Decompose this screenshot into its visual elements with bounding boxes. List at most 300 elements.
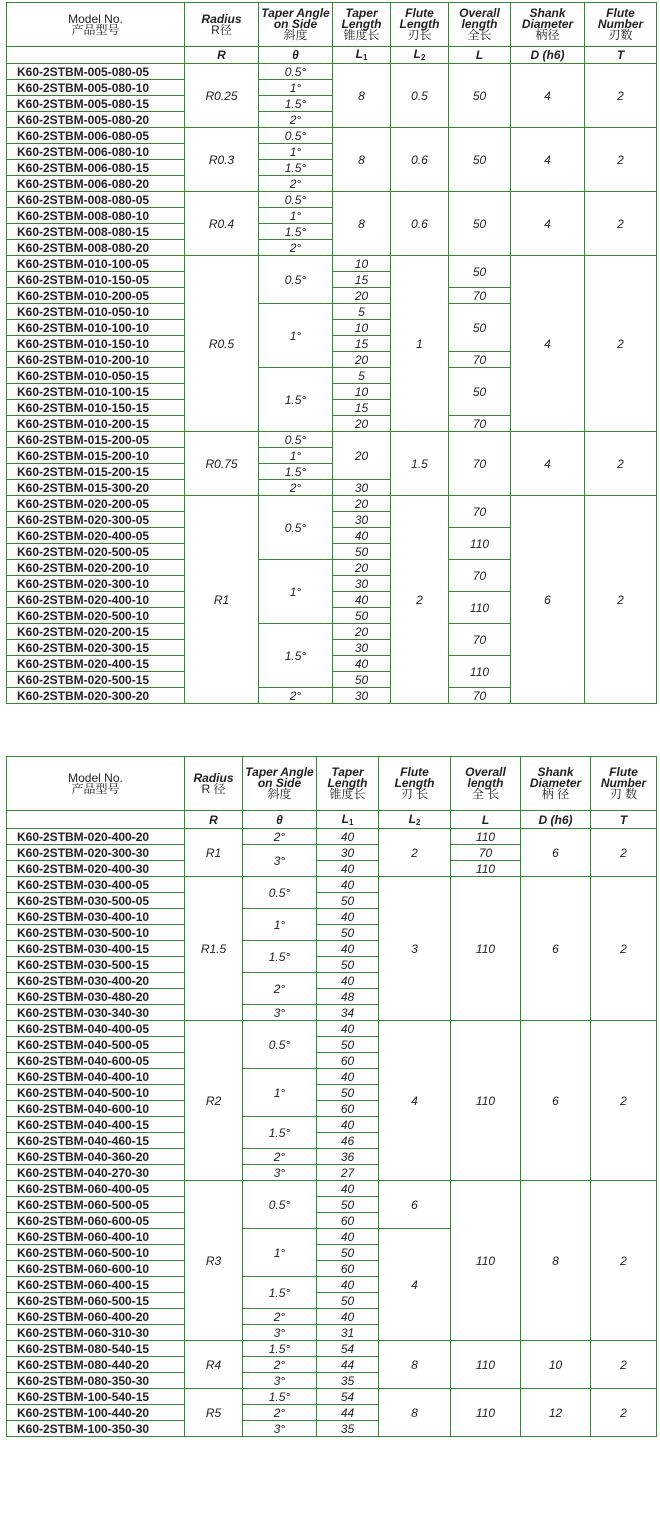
taper-angle-cell: 2° <box>243 1309 317 1325</box>
model-number: K60-2STBM-040-400-05 <box>7 1021 185 1037</box>
flute-number-cell: 2 <box>591 1021 657 1181</box>
taper-angle-cell: 2° <box>259 480 333 496</box>
model-number: K60-2STBM-015-300-20 <box>7 480 185 496</box>
taper-length-cell: 10 <box>333 384 391 400</box>
overall-length-cell: 70 <box>449 688 511 704</box>
model-number: K60-2STBM-060-400-15 <box>7 1277 185 1293</box>
model-number: K60-2STBM-040-500-10 <box>7 1085 185 1101</box>
model-number: K60-2STBM-060-500-15 <box>7 1293 185 1309</box>
sym-l1: $L_1$ <box>317 811 379 829</box>
sym-d: D (h6) <box>511 47 585 64</box>
flute-number-cell: 2 <box>585 256 657 432</box>
taper-length-cell: 20 <box>333 416 391 432</box>
overall-length-cell: 110 <box>451 1021 521 1181</box>
radius-cell: R0.25 <box>185 64 259 128</box>
taper-length-cell: 15 <box>333 336 391 352</box>
model-number: K60-2STBM-060-600-10 <box>7 1261 185 1277</box>
model-number: K60-2STBM-060-600-05 <box>7 1213 185 1229</box>
sym-l: L <box>451 811 521 829</box>
flute-length-cell: 6 <box>379 1181 451 1229</box>
taper-angle-cell: 0.5° <box>259 128 333 144</box>
flute-number-cell: 2 <box>585 496 657 704</box>
taper-angle-cell: 1.5° <box>259 224 333 240</box>
model-number: K60-2STBM-020-200-05 <box>7 496 185 512</box>
taper-length-cell: 40 <box>317 909 379 925</box>
taper-length-cell: 8 <box>333 192 391 256</box>
radius-cell: R2 <box>185 1021 243 1181</box>
model-number: K60-2STBM-010-050-15 <box>7 368 185 384</box>
flute-length-cell: 1.5 <box>391 432 449 496</box>
taper-length-cell: 50 <box>333 544 391 560</box>
model-number: K60-2STBM-020-500-15 <box>7 672 185 688</box>
model-number: K60-2STBM-006-080-05 <box>7 128 185 144</box>
model-number: K60-2STBM-020-400-05 <box>7 528 185 544</box>
taper-angle-cell: 1.5° <box>243 1389 317 1405</box>
model-number: K60-2STBM-040-360-20 <box>7 1149 185 1165</box>
taper-length-cell: 40 <box>333 592 391 608</box>
taper-angle-cell: 2° <box>243 1149 317 1165</box>
table-row <box>7 877 657 893</box>
taper-length-cell: 30 <box>333 480 391 496</box>
shank-diameter-cell: 4 <box>511 64 585 128</box>
model-number: K60-2STBM-010-200-15 <box>7 416 185 432</box>
sym-l: L <box>449 47 511 64</box>
model-number: K60-2STBM-080-440-20 <box>7 1357 185 1373</box>
overall-length-cell: 70 <box>451 845 521 861</box>
overall-length-cell: 110 <box>449 656 511 688</box>
taper-angle-cell: 1.5° <box>259 624 333 688</box>
taper-length-cell: 50 <box>317 1293 379 1309</box>
flute-length-cell: 8 <box>379 1341 451 1389</box>
taper-angle-cell: 0.5° <box>259 64 333 80</box>
model-number: K60-2STBM-060-400-05 <box>7 1181 185 1197</box>
col-taper-angle: Taper Angle on Side 斜度 <box>259 3 333 47</box>
shank-diameter-cell: 4 <box>511 256 585 432</box>
taper-length-cell: 40 <box>317 1229 379 1245</box>
radius-cell: R0.75 <box>185 432 259 496</box>
overall-length-cell: 110 <box>449 528 511 560</box>
taper-length-cell: 54 <box>317 1389 379 1405</box>
overall-length-cell: 110 <box>451 861 521 877</box>
taper-length-cell: 40 <box>333 656 391 672</box>
flute-number-cell: 2 <box>591 829 657 877</box>
taper-angle-cell: 1.5° <box>243 941 317 973</box>
taper-angle-cell: 0.5° <box>259 432 333 448</box>
taper-length-cell: 46 <box>317 1133 379 1149</box>
col-flute-length: Flute Length 刃长 <box>391 3 449 47</box>
model-number: K60-2STBM-030-480-20 <box>7 989 185 1005</box>
taper-length-cell: 48 <box>317 989 379 1005</box>
sym-t: T <box>591 811 657 829</box>
overall-length-cell: 70 <box>449 288 511 304</box>
overall-length-cell: 70 <box>449 624 511 656</box>
col-shank-diameter: Shank Diameter 柄径 <box>511 3 585 47</box>
model-number: K60-2STBM-010-050-10 <box>7 304 185 320</box>
overall-length-cell: 70 <box>449 416 511 432</box>
model-number: K60-2STBM-006-080-20 <box>7 176 185 192</box>
model-number: K60-2STBM-005-080-15 <box>7 96 185 112</box>
flute-number-cell: 2 <box>585 432 657 496</box>
taper-length-cell: 44 <box>317 1357 379 1373</box>
taper-length-cell: 15 <box>333 272 391 288</box>
taper-length-cell: 40 <box>317 829 379 845</box>
model-number: K60-2STBM-008-080-10 <box>7 208 185 224</box>
overall-length-cell: 70 <box>449 496 511 528</box>
taper-length-cell: 60 <box>317 1101 379 1117</box>
shank-diameter-cell: 12 <box>521 1389 591 1437</box>
model-number: K60-2STBM-005-080-10 <box>7 80 185 96</box>
taper-angle-cell: 1.5° <box>259 96 333 112</box>
model-number: K60-2STBM-060-400-20 <box>7 1309 185 1325</box>
taper-angle-cell: 1° <box>243 909 317 941</box>
flute-number-cell: 2 <box>591 1341 657 1389</box>
taper-angle-cell: 1° <box>259 208 333 224</box>
table-row <box>7 256 657 272</box>
taper-angle-cell: 2° <box>243 1357 317 1373</box>
col-taper-angle: Taper Angle on Side 斜度 <box>243 757 317 811</box>
col-taper-length: Taper Length 锥度长 <box>317 757 379 811</box>
taper-angle-cell: 1.5° <box>259 160 333 176</box>
overall-length-cell: 50 <box>449 304 511 352</box>
model-number: K60-2STBM-100-350-30 <box>7 1421 185 1437</box>
taper-length-cell: 50 <box>317 1197 379 1213</box>
model-number: K60-2STBM-015-200-05 <box>7 432 185 448</box>
model-number: K60-2STBM-020-400-15 <box>7 656 185 672</box>
shank-diameter-cell: 10 <box>521 1341 591 1389</box>
model-number: K60-2STBM-040-400-15 <box>7 1117 185 1133</box>
shank-diameter-cell: 6 <box>511 496 585 704</box>
taper-length-cell: 50 <box>317 1085 379 1101</box>
taper-angle-cell: 0.5° <box>243 877 317 909</box>
taper-length-cell: 8 <box>333 64 391 128</box>
taper-length-cell: 27 <box>317 1165 379 1181</box>
table-row <box>7 64 657 80</box>
sym-blank <box>7 811 185 829</box>
taper-length-cell: 40 <box>317 877 379 893</box>
taper-angle-cell: 0.5° <box>259 256 333 304</box>
radius-cell: R4 <box>185 1341 243 1389</box>
taper-angle-cell: 1° <box>259 304 333 368</box>
taper-length-cell: 40 <box>317 1069 379 1085</box>
flute-number-cell: 2 <box>591 1181 657 1341</box>
table-row <box>7 1341 657 1357</box>
flute-length-cell: 3 <box>379 877 451 1021</box>
shank-diameter-cell: 6 <box>521 1021 591 1181</box>
flute-length-cell: 8 <box>379 1389 451 1437</box>
model-number: K60-2STBM-020-200-15 <box>7 624 185 640</box>
taper-angle-cell: 2° <box>259 176 333 192</box>
model-number: K60-2STBM-030-400-20 <box>7 973 185 989</box>
taper-length-cell: 54 <box>317 1341 379 1357</box>
col-overall-length: Overall length 全 长 <box>451 757 521 811</box>
model-number: K60-2STBM-030-500-15 <box>7 957 185 973</box>
shank-diameter-cell: 8 <box>521 1181 591 1341</box>
flute-length-cell: 2 <box>379 829 451 877</box>
model-number: K60-2STBM-020-200-10 <box>7 560 185 576</box>
model-number: K60-2STBM-020-500-10 <box>7 608 185 624</box>
taper-angle-cell: 1.5° <box>243 1341 317 1357</box>
model-number: K60-2STBM-040-600-10 <box>7 1101 185 1117</box>
taper-angle-cell: 2° <box>259 688 333 704</box>
radius-cell: R1.5 <box>185 877 243 1021</box>
model-number: K60-2STBM-030-400-05 <box>7 877 185 893</box>
model-number: K60-2STBM-040-600-05 <box>7 1053 185 1069</box>
sym-t: T <box>585 47 657 64</box>
col-flute-length: Flute Length 刃 长 <box>379 757 451 811</box>
taper-length-cell: 31 <box>317 1325 379 1341</box>
taper-length-cell: 50 <box>317 1037 379 1053</box>
table-row <box>7 1021 657 1037</box>
model-number: K60-2STBM-010-100-05 <box>7 256 185 272</box>
col-radius: Radius R径 <box>185 3 259 47</box>
shank-diameter-cell: 4 <box>511 432 585 496</box>
taper-length-cell: 10 <box>333 320 391 336</box>
taper-angle-cell: 1.5° <box>259 368 333 432</box>
model-number: K60-2STBM-005-080-20 <box>7 112 185 128</box>
model-number: K60-2STBM-008-080-05 <box>7 192 185 208</box>
model-number: K60-2STBM-020-300-05 <box>7 512 185 528</box>
overall-length-cell: 70 <box>449 432 511 496</box>
model-number: K60-2STBM-020-400-20 <box>7 829 185 845</box>
flute-number-cell: 2 <box>585 128 657 192</box>
taper-length-cell: 40 <box>317 1021 379 1037</box>
model-number: K60-2STBM-008-080-20 <box>7 240 185 256</box>
taper-length-cell: 40 <box>333 528 391 544</box>
overall-length-cell: 110 <box>451 1341 521 1389</box>
taper-length-cell: 5 <box>333 304 391 320</box>
model-number: K60-2STBM-008-080-15 <box>7 224 185 240</box>
model-number: K60-2STBM-040-270-30 <box>7 1165 185 1181</box>
overall-length-cell: 110 <box>451 829 521 845</box>
taper-length-cell: 50 <box>317 957 379 973</box>
taper-length-cell: 35 <box>317 1373 379 1389</box>
model-number: K60-2STBM-060-500-05 <box>7 1197 185 1213</box>
model-number: K60-2STBM-010-150-15 <box>7 400 185 416</box>
model-number: K60-2STBM-060-500-10 <box>7 1245 185 1261</box>
model-number: K60-2STBM-100-440-20 <box>7 1405 185 1421</box>
taper-angle-cell: 1° <box>243 1069 317 1117</box>
taper-angle-cell: 3° <box>243 1165 317 1181</box>
taper-angle-cell: 3° <box>243 1005 317 1021</box>
overall-length-cell: 110 <box>451 877 521 1021</box>
flute-number-cell: 2 <box>585 64 657 128</box>
radius-cell: R1 <box>185 829 243 877</box>
sym-l2: $L_2$ <box>379 811 451 829</box>
model-number: K60-2STBM-060-400-10 <box>7 1229 185 1245</box>
symbol-row-2 <box>7 811 657 829</box>
taper-length-cell: 34 <box>317 1005 379 1021</box>
taper-angle-cell: 3° <box>243 845 317 877</box>
table-row <box>7 432 657 448</box>
sym-blank <box>7 47 185 64</box>
model-number: K60-2STBM-030-340-30 <box>7 1005 185 1021</box>
taper-length-cell: 60 <box>317 1053 379 1069</box>
taper-length-cell: 30 <box>333 576 391 592</box>
model-number: K60-2STBM-020-300-10 <box>7 576 185 592</box>
taper-length-cell: 20 <box>333 560 391 576</box>
taper-length-cell: 20 <box>333 352 391 368</box>
model-number: K60-2STBM-040-460-15 <box>7 1133 185 1149</box>
model-number: K60-2STBM-030-400-15 <box>7 941 185 957</box>
table-row <box>7 1181 657 1197</box>
flute-length-cell: 2 <box>391 496 449 704</box>
radius-cell: R0.3 <box>185 128 259 192</box>
taper-angle-cell: 2° <box>243 829 317 845</box>
model-number: K60-2STBM-020-300-30 <box>7 845 185 861</box>
model-number: K60-2STBM-010-100-15 <box>7 384 185 400</box>
taper-angle-cell: 3° <box>243 1325 317 1341</box>
spec-table-2 <box>6 756 657 1437</box>
flute-number-cell: 2 <box>591 1389 657 1437</box>
model-number: K60-2STBM-020-300-20 <box>7 688 185 704</box>
sym-l2: $L_2$ <box>391 47 449 64</box>
taper-length-cell: 36 <box>317 1149 379 1165</box>
taper-length-cell: 44 <box>317 1405 379 1421</box>
sym-d: D (h6) <box>521 811 591 829</box>
radius-cell: R0.5 <box>185 256 259 432</box>
model-number: K60-2STBM-015-200-10 <box>7 448 185 464</box>
taper-length-cell: 15 <box>333 400 391 416</box>
taper-length-cell: 20 <box>333 288 391 304</box>
taper-length-cell: 50 <box>317 925 379 941</box>
taper-length-cell: 60 <box>317 1261 379 1277</box>
taper-angle-cell: 1° <box>259 144 333 160</box>
col-taper-length: Taper Length 锥度长 <box>333 3 391 47</box>
sym-r: R <box>185 47 259 64</box>
taper-length-cell: 30 <box>333 512 391 528</box>
taper-angle-cell: 3° <box>243 1373 317 1389</box>
taper-length-cell: 40 <box>317 941 379 957</box>
col-flute-number: Flute Number 刃数 <box>585 3 657 47</box>
radius-cell: R0.4 <box>185 192 259 256</box>
model-number: K60-2STBM-015-200-15 <box>7 464 185 480</box>
symbol-row <box>7 47 657 64</box>
taper-length-cell: 50 <box>333 672 391 688</box>
taper-angle-cell: 1° <box>259 448 333 464</box>
model-number: K60-2STBM-020-400-10 <box>7 592 185 608</box>
taper-angle-cell: 1.5° <box>243 1117 317 1149</box>
model-number: K60-2STBM-020-400-30 <box>7 861 185 877</box>
taper-angle-cell: 2° <box>243 973 317 1005</box>
taper-length-cell: 40 <box>317 1117 379 1133</box>
shank-diameter-cell: 6 <box>521 829 591 877</box>
overall-length-cell: 110 <box>451 1181 521 1341</box>
overall-length-cell: 50 <box>449 256 511 288</box>
overall-length-cell: 50 <box>449 64 511 128</box>
header-row-2 <box>7 757 657 811</box>
spec-table-1 <box>6 2 657 704</box>
taper-length-cell: 30 <box>333 640 391 656</box>
taper-length-cell: 5 <box>333 368 391 384</box>
taper-angle-cell: 0.5° <box>259 496 333 560</box>
model-number: K60-2STBM-030-400-10 <box>7 909 185 925</box>
taper-angle-cell: 2° <box>259 112 333 128</box>
model-number: K60-2STBM-100-540-15 <box>7 1389 185 1405</box>
taper-length-cell: 60 <box>317 1213 379 1229</box>
model-number: K60-2STBM-080-350-30 <box>7 1373 185 1389</box>
radius-cell: R3 <box>185 1181 243 1341</box>
model-number: K60-2STBM-030-500-10 <box>7 925 185 941</box>
shank-diameter-cell: 4 <box>511 128 585 192</box>
taper-length-cell: 10 <box>333 256 391 272</box>
table-row <box>7 1389 657 1405</box>
col-model: Model No. 产品型号 <box>7 3 185 47</box>
flute-length-cell: 4 <box>379 1229 451 1341</box>
col-flute-number: Flute Number 刃 数 <box>591 757 657 811</box>
model-number: K60-2STBM-010-150-10 <box>7 336 185 352</box>
model-number: K60-2STBM-010-100-10 <box>7 320 185 336</box>
taper-length-cell: 30 <box>333 688 391 704</box>
col-shank-diameter: Shank Diameter 柄 径 <box>521 757 591 811</box>
sym-theta: θ <box>243 811 317 829</box>
model-number: K60-2STBM-010-150-05 <box>7 272 185 288</box>
col-radius: Radius R 径 <box>185 757 243 811</box>
taper-length-cell: 20 <box>333 432 391 480</box>
flute-length-cell: 4 <box>379 1021 451 1181</box>
taper-length-cell: 50 <box>317 1245 379 1261</box>
overall-length-cell: 50 <box>449 192 511 256</box>
flute-length-cell: 0.6 <box>391 192 449 256</box>
taper-angle-cell: 1° <box>243 1229 317 1277</box>
model-number: K60-2STBM-040-500-05 <box>7 1037 185 1053</box>
overall-length-cell: 70 <box>449 352 511 368</box>
radius-cell: R1 <box>185 496 259 704</box>
taper-length-cell: 50 <box>317 893 379 909</box>
taper-angle-cell: 0.5° <box>243 1021 317 1069</box>
sym-l1: $L_1$ <box>333 47 391 64</box>
taper-length-cell: 35 <box>317 1421 379 1437</box>
overall-length-cell: 50 <box>449 368 511 416</box>
shank-diameter-cell: 4 <box>511 192 585 256</box>
taper-angle-cell: 2° <box>259 240 333 256</box>
flute-length-cell: 0.5 <box>391 64 449 128</box>
overall-length-cell: 50 <box>449 128 511 192</box>
taper-length-cell: 50 <box>333 608 391 624</box>
model-number: K60-2STBM-020-500-05 <box>7 544 185 560</box>
model-number: K60-2STBM-006-080-10 <box>7 144 185 160</box>
model-number: K60-2STBM-060-310-30 <box>7 1325 185 1341</box>
overall-length-cell: 70 <box>449 560 511 592</box>
col-model: Model No. 产品型号 <box>7 757 185 811</box>
model-number: K60-2STBM-080-540-15 <box>7 1341 185 1357</box>
sym-r: R <box>185 811 243 829</box>
taper-angle-cell: 3° <box>243 1421 317 1437</box>
taper-angle-cell: 2° <box>243 1405 317 1421</box>
taper-angle-cell: 1° <box>259 560 333 624</box>
table-row <box>7 496 657 512</box>
taper-length-cell: 30 <box>317 845 379 861</box>
model-number: K60-2STBM-010-200-05 <box>7 288 185 304</box>
flute-number-cell: 2 <box>591 877 657 1021</box>
taper-length-cell: 40 <box>317 1277 379 1293</box>
model-number: K60-2STBM-010-200-10 <box>7 352 185 368</box>
taper-angle-cell: 1.5° <box>259 464 333 480</box>
taper-length-cell: 40 <box>317 973 379 989</box>
table-row <box>7 192 657 208</box>
taper-angle-cell: 0.5° <box>243 1181 317 1229</box>
flute-number-cell: 2 <box>585 192 657 256</box>
table-row <box>7 128 657 144</box>
overall-length-cell: 110 <box>449 592 511 624</box>
model-number: K60-2STBM-020-300-15 <box>7 640 185 656</box>
col-overall-length: Overall length 全长 <box>449 3 511 47</box>
model-number: K60-2STBM-040-400-10 <box>7 1069 185 1085</box>
flute-length-cell: 0.6 <box>391 128 449 192</box>
model-number: K60-2STBM-030-500-05 <box>7 893 185 909</box>
overall-length-cell: 110 <box>451 1389 521 1437</box>
taper-length-cell: 20 <box>333 624 391 640</box>
taper-length-cell: 40 <box>317 861 379 877</box>
